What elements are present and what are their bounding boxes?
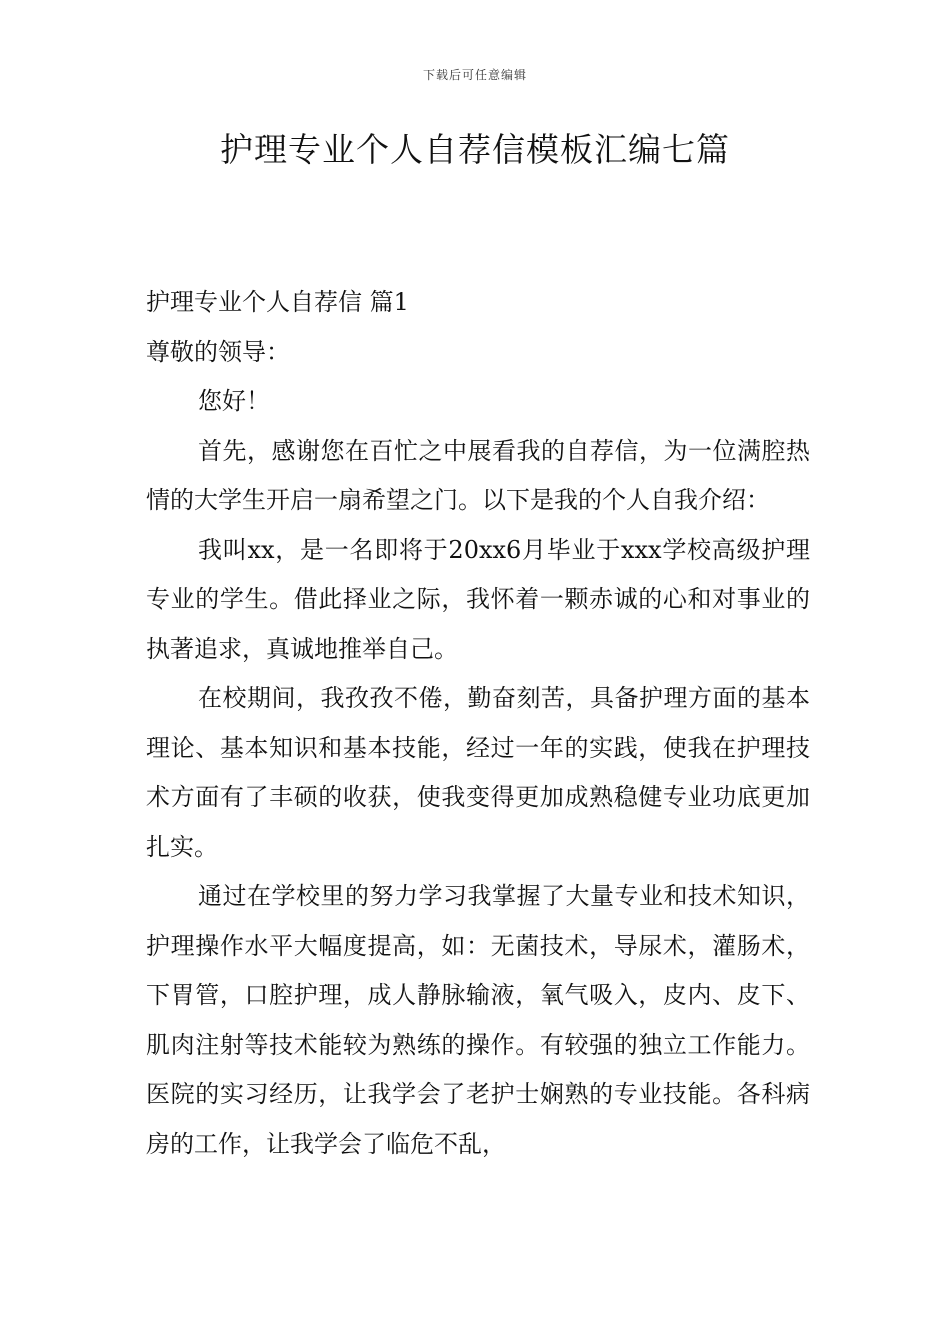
paragraph-intro: 首先，感谢您在百忙之中展看我的自荐信，为一位满腔热情的大学生开启一扇希望之门。以下是我的个人自我介绍： bbox=[146, 436, 810, 514]
salutation: 尊敬的领导： bbox=[146, 337, 290, 366]
paragraph-school-period: 在校期间，我孜孜不倦，勤奋刻苦，具备护理方面的基本理论、基本知识和基本技能，经过一年的实践，使我在护理技术方面有了丰硕的收获，使我变得更加成熟稳健专业功底更加扎实。 bbox=[146, 684, 810, 861]
greeting: 您好！ bbox=[198, 387, 270, 415]
section-heading: 护理专业个人自荐信 篇1 bbox=[146, 288, 409, 316]
document-body bbox=[146, 278, 810, 1169]
paragraph-self-introduction: 我叫xx，是一名即将于20xx6月毕业于xxx学校高级护理专业的学生。借此择业之际，我怀着一颗赤诚的心和对事业的执著追求，真诚地推举自己。 bbox=[146, 535, 810, 663]
paragraph-skills: 通过在学校里的努力学习我掌握了大量专业和技术知识，护理操作水平大幅度提高，如：无菌技术，导尿术，灌肠术，下胃管，口腔护理，成人静脉输液，氧气吸入，皮内、皮下、肌肉注射等技术能较为熟练的操作。有较强的独立工作能力。医院的实习经历，让我学会了老护士娴熟的专业技能。各科病房的工作，让我学会了临危不乱， bbox=[146, 882, 810, 1158]
header-note: 下载后可任意编辑 bbox=[422, 68, 527, 82]
document-title: 护理专业个人自荐信模板汇编七篇 bbox=[220, 130, 730, 169]
